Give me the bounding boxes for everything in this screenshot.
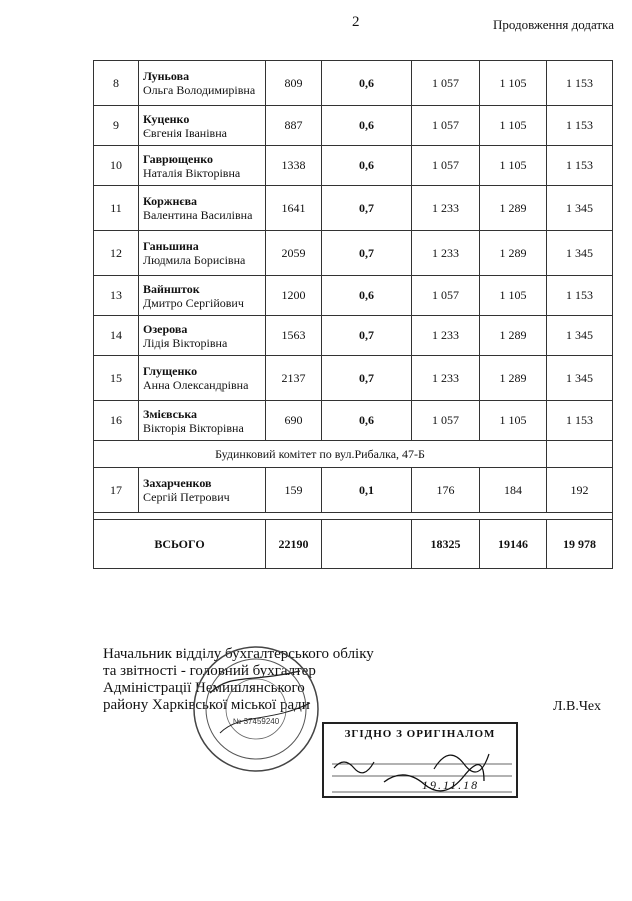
amount-2: 184 [480,468,547,513]
amount-3: 1 153 [547,61,613,106]
amount-2: 1 105 [480,401,547,441]
person-name [139,106,266,146]
person-name [139,186,266,231]
amount-1: 1 233 [412,316,480,356]
surname: Змієвська [143,406,198,421]
given-names: Євгенія Іванівна [143,125,227,140]
amount-2: 1 105 [480,106,547,146]
coefficient: 0,6 [322,276,412,316]
amount-1: 1 233 [412,231,480,276]
row-number: 8 [94,61,139,106]
payment-table [93,60,613,569]
given-names: Сергій Петрович [143,490,230,504]
given-names: Дмитро Сергійович [143,295,244,310]
total-amount-2: 19146 [480,520,547,569]
amount-2: 1 289 [480,186,547,231]
area-value: 2059 [266,231,322,276]
amount-2: 1 105 [480,276,547,316]
area-value: 159 [266,468,322,513]
row-number: 15 [94,356,139,401]
amount-3: 1 345 [547,356,613,401]
person-name [139,401,266,441]
amount-2: 1 105 [480,61,547,106]
total-coef-empty [322,520,412,569]
surname: Захарченков [143,476,212,490]
amount-3: 1 345 [547,231,613,276]
row-number: 12 [94,231,139,276]
coefficient: 0,6 [322,61,412,106]
surname: Вайншток [143,281,200,296]
total-amount-3: 19 978 [547,520,613,569]
amount-1: 1 057 [412,61,480,106]
area-value: 690 [266,401,322,441]
row-number: 9 [94,106,139,146]
row-number: 13 [94,276,139,316]
coefficient: 0,6 [322,106,412,146]
surname: Озерова [143,321,188,336]
given-names: Анна Олександрівна [143,378,249,392]
row-number: 16 [94,401,139,441]
table-row [94,356,613,401]
surname: Гаврющенко [143,151,214,166]
total-label: ВСЬОГО [94,520,266,569]
signature-line-4: району Харківської міської ради [103,697,310,713]
table-row [94,401,613,441]
page-number: 2 [352,14,360,30]
given-names: Людмила Борисівна [143,253,246,267]
area-value: 887 [266,106,322,146]
amount-2: 1 289 [480,231,547,276]
signatory-name: Л.В.Чех [553,699,601,714]
amount-2: 1 289 [480,356,547,401]
surname: Коржнєва [143,194,198,208]
table-row [94,146,613,186]
coefficient: 0,7 [322,316,412,356]
signature-line-2: та звітності - головний бухгалтер [103,663,316,679]
given-names: Валентина Василівна [143,208,253,222]
table-row [94,186,613,231]
person-name [139,356,266,401]
given-names: Наталія Вікторівна [143,165,241,180]
area-value: 1200 [266,276,322,316]
table-body [94,61,613,569]
area-value: 809 [266,61,322,106]
spacer-row [94,513,613,520]
amount-2: 1 105 [480,146,547,186]
amount-3: 1 153 [547,401,613,441]
area-value: 1641 [266,186,322,231]
amount-1: 1 233 [412,186,480,231]
surname: Ганьшина [143,239,199,253]
given-names: Лідія Вікторівна [143,335,228,350]
coefficient: 0,6 [322,401,412,441]
coefficient: 0,7 [322,186,412,231]
certification-stamp [322,722,518,798]
row-number: 11 [94,186,139,231]
stamp-date: 19.11.18 [422,778,480,792]
person-name [139,468,266,513]
amount-1: 1 233 [412,356,480,401]
seal-code: № 37459240 [232,717,280,726]
section-label: Будинковий комітет по вул.Рибалка, 47-Б [94,441,547,468]
row-number: 10 [94,146,139,186]
amount-1: 1 057 [412,146,480,186]
area-value: 1563 [266,316,322,356]
section-row [94,441,613,468]
signature-line-3: Адміністрації Немишлянського [103,680,305,696]
amount-3: 192 [547,468,613,513]
table-row [94,61,613,106]
area-value: 1338 [266,146,322,186]
table-row [94,106,613,146]
area-value: 2137 [266,356,322,401]
table-row [94,316,613,356]
amount-3: 1 345 [547,316,613,356]
signature-line-1: Начальник відділу бухгалтерського обліку [103,646,374,662]
person-name [139,146,266,186]
table-row [94,231,613,276]
table-row [94,468,613,513]
amount-2: 1 289 [480,316,547,356]
total-amount-1: 18325 [412,520,480,569]
surname: Куценко [143,111,190,126]
person-name [139,61,266,106]
spacer-cell [94,513,613,520]
surname: Луньова [143,69,190,83]
total-area: 22190 [266,520,322,569]
person-name [139,231,266,276]
amount-3: 1 153 [547,146,613,186]
person-name [139,316,266,356]
amount-1: 1 057 [412,401,480,441]
coefficient: 0,1 [322,468,412,513]
total-row [94,520,613,569]
table-row [94,276,613,316]
stamp-title: ЗГІДНО З ОРИГІНАЛОМ [344,728,496,740]
official-seal [190,643,322,775]
coefficient: 0,7 [322,231,412,276]
row-number: 14 [94,316,139,356]
continuation-label: Продовження додатка [493,17,614,32]
amount-3: 1 153 [547,276,613,316]
amount-3: 1 345 [547,186,613,231]
row-number: 17 [94,468,139,513]
given-names: Ольга Володимирівна [143,83,256,97]
given-names: Вікторія Вікторівна [143,420,244,435]
coefficient: 0,7 [322,356,412,401]
surname: Глущенко [143,364,198,378]
amount-1: 1 057 [412,106,480,146]
person-name [139,276,266,316]
empty-cell [547,441,613,468]
amount-1: 176 [412,468,480,513]
amount-3: 1 153 [547,106,613,146]
coefficient: 0,6 [322,146,412,186]
amount-1: 1 057 [412,276,480,316]
